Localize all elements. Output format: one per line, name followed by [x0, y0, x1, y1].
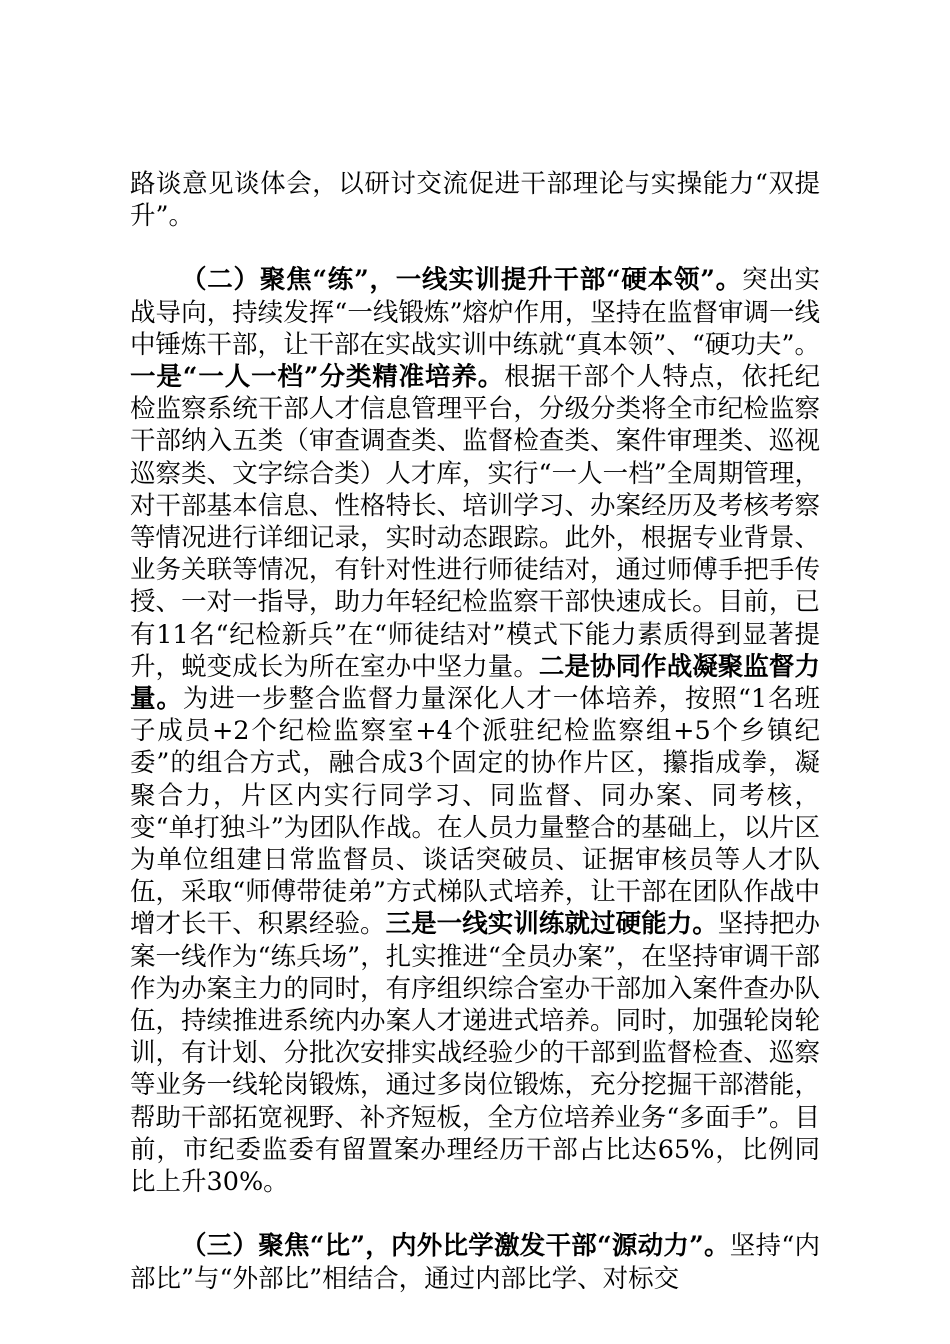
bold-heading-text: 一是“一人一档”分类精准培养。 [130, 362, 505, 393]
bold-heading-text: （三）聚焦“比”，内外比学激发干部“源动力”。 [181, 1231, 730, 1262]
body-text: 坚持把办案一线作为“练兵场”，扎实推进“全员办案”，在坚持审调干部作为办案主力的同时，有序组织综合室办干部加入案件查办队伍，持续推进系统内办案人才递进式培养。同时，加强轮岗轮训，有计划、分批次安排实战经验少的干部到监督检查、巡察等业务一线轮岗锻炼，通过多岗位锻炼，充分挖掘干部潜能，帮助干部拓宽视野、补齐短板，全方位培养业务“多面手”。目前，市纪委监委有留置案办理经历干部占比达65%，比例同比上升30%。 [130, 909, 820, 1198]
body-text: 为进一步整合监督力量深化人才一体培养，按照“1名班子成员+2个纪检监察室+4个派驻纪检监察组+5个乡镇纪委”的组合方式，融合成3个固定的协作片区，攥指成拳，凝聚合力，片区内实行同学习、同监督、同办案、同考核，变“单打独斗”为团队作战。在人员力量整合的基础上，以片区为单位组建日常监督员、谈话突破员、证据审核员等人才队伍，采取“师傅带徒弟”方式梯队式培养，让干部在团队作战中增才长干、积累经验。 [130, 684, 820, 940]
bold-heading-text: （二）聚焦“练”，一线实训提升干部“硬本领”。 [181, 265, 742, 296]
paragraph [130, 1230, 820, 1294]
document-body [130, 168, 820, 1295]
paragraph [130, 168, 820, 232]
body-text: 路谈意见谈体会，以研讨交流促进干部理论与实操能力“双提升”。 [130, 169, 820, 232]
bold-heading-text: 三是一线实训练就过硬能力。 [385, 909, 718, 940]
body-text: 根据干部个人特点，依托纪检监察系统干部人才信息管理平台，分级分类将全市纪检监察干部纳入五类（审查调查类、监督检查类、案件审理类、巡视巡察类、文字综合类）人才库，实行“一人一档”全周期管理，对干部基本信息、性格特长、培训学习、办案经历及考核考察等情况进行详细记录，实时动态跟踪。此外，根据专业背景、业务关联等情况，有针对性进行师徒结对，通过师傅手把手传授、一对一指导，助力年轻纪检监察干部快速成长。目前，已有11名“纪检新兵”在“师徒结对”模式下能力素质得到显著提升，蜕变成长为所在室办中坚力量。 [130, 362, 820, 682]
bold-heading-text: 二是协同作战凝聚监督力量。 [130, 651, 820, 715]
body-text: 突出实战导向，持续发挥“一线锻炼”熔炉作用，坚持在监督审调一线中锤炼干部，让干部在实战实训中练就“真本领”、“硬功夫”。 [130, 265, 820, 360]
body-text: 坚持“内部比”与“外部比”相结合，通过内部比学、对标交 [130, 1231, 820, 1294]
paragraph [130, 264, 820, 1198]
